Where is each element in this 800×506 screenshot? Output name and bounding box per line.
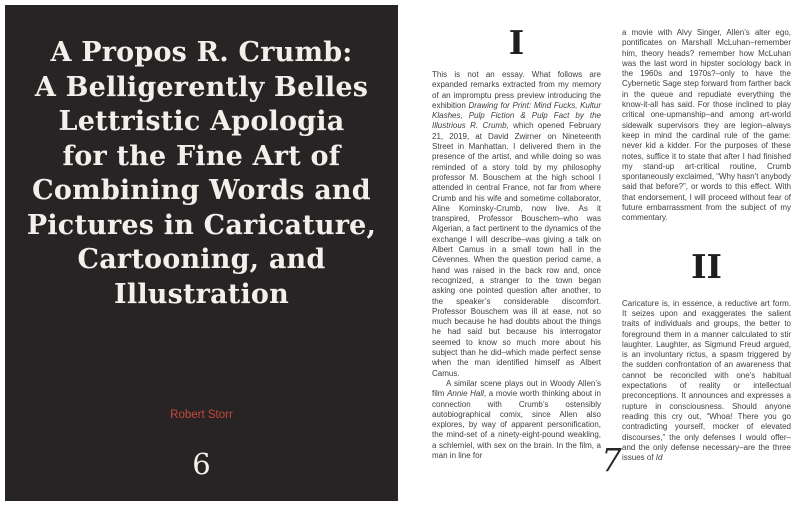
section-heading-i: I: [508, 23, 525, 62]
chapter-title-line: Pictures in Caricature,: [26, 209, 377, 241]
text-column-1: [432, 24, 601, 461]
chapter-title-line: Illustration: [114, 278, 289, 310]
author-name: Robert Storr: [170, 409, 233, 421]
chapter-title-line: for the Fine Art of: [62, 140, 341, 172]
chapter-title-line: A Belligerently Belles: [34, 71, 369, 103]
left-page: [5, 5, 398, 501]
chapter-title-line: A Propos R. Crumb:: [50, 37, 353, 68]
chapter-title-line: Combining Words and: [32, 175, 371, 206]
chapter-title: [5, 36, 398, 312]
paragraph: a movie with Alvy Singer, Allen’s alter ego, pontificates on Marshall McLuhan–remember him, theory heads? remember how McLuhan was the last word in hipster sociology back in the 1960s and 1970s?–only to have the Cybernetic Sage step forward from farther back in the queue and repudiate everything the know-it-all has said. For those inclined to play critical one-upmanship–and among art-world sidewalk supervisors they are legion–always keep in mind the cardinal rule of the game: never kid a kidder. For the purposes of these notes, suffice it to state that after I had finished my stand-up art-critical routine, Crumb spontaneously exclaimed, “Why hasn’t anybody said that before?”, or words to this effect. With that endorsement, I will proceed without fear of future embarrassment from the subject of my commentary.: [622, 28, 791, 223]
page-number-left: 6: [192, 447, 211, 481]
chapter-title-line: Cartooning, and: [77, 244, 326, 275]
text-column-2: [622, 28, 791, 463]
page-number-right: 7: [601, 441, 622, 479]
chapter-title-line: Lettristic Apologia: [58, 106, 345, 137]
section-heading-ii: II: [691, 246, 722, 286]
paragraph: Caricature is, in essence, a reductive art form. It seizes upon and exaggerates the salient traits of individuals and groups, the better to foreground them in a manner calculated to stir laughter. Laughter, as Sigmund Freud argued, is an involuntary rictus, a spasm triggered by the sudden confrontation of an awareness that cannot be reconciled with one’s habitual expectations of reality or intellectual preconceptions. It announces and expresses a rupture in consciousness. Should anyone reading this cry out, “Whoa! There you go contradicting yourself, mocker of elevated discourses,” the only defenses I would offer–and the only defense necessary–are the three issues of Id: [622, 298, 791, 463]
right-page: [398, 0, 800, 506]
paragraph: A similar scene plays out in Woody Allen’s film Annie Hall, a movie worth thinking about in connection with Crumb’s ostensibly autobiographical comix, since Allen also explores, by way of apparent personification, the mind-set of a ninety-eight-pound weakling, a schlemiel, with sex on the brain. In the film, a man in line for: [432, 378, 601, 460]
paragraph: This is not an essay. What follows are expanded remarks extracted from my memory of an impromptu press preview introducing the exhibition Drawing for Print: Mind Fucks, Kultur Klashes, Pulp Fiction & Pulp Fact by the Illustrious R. Crumb, which opened February 21, 2019, at David Zwirner on Nineteenth Street in Manhattan. I delivered them in the presence of the artist, and while doing so was reminded of a story told by my philosophy professor M. Bouschem at the high school I attended in central France, not far from where Crumb and his wife and sometime collaborator, Aline Kominsky-Crumb, now live. As it transpired, Professor Bouschem–who was Algerian, a fact pertinent to the dynamics of the exchange I will describe–was giving a talk on Albert Camus in a small town hall in the Cévennes. When the question period came, a hand was raised in the back row and, once recognized, a stranger to the town began asking one pointed question after another, to the speaker’s considerable discomfort. Professor Bouschem was ill at ease, not so much because he had doubts about the things he had said but because his interrogator seemed to know so much more about his subject than he did–which made perfect sense when the man identified himself as Albert Camus.: [432, 70, 601, 378]
